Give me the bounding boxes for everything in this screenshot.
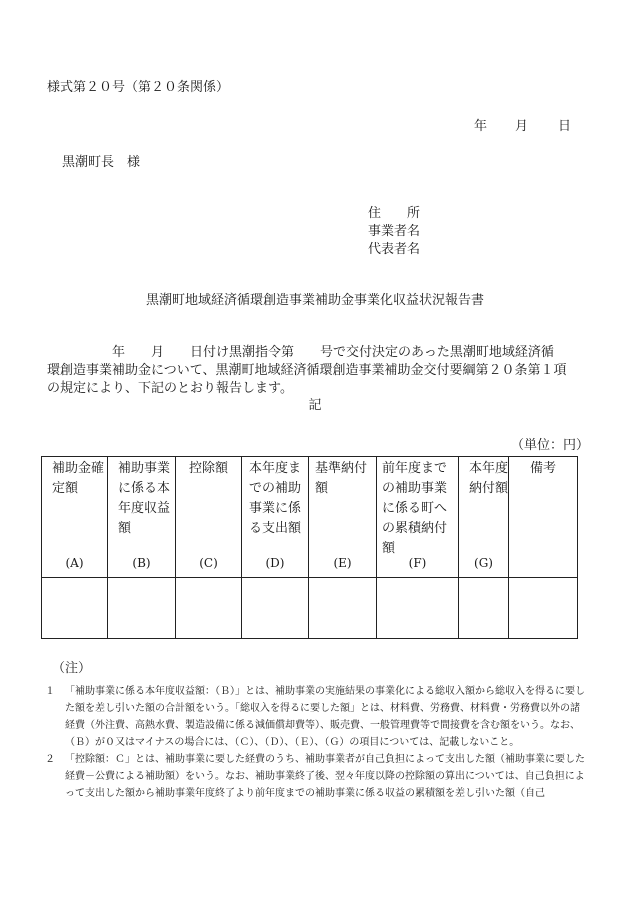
table-cell[interactable] <box>377 578 459 639</box>
body-line: 環創造事業補助金について、黒潮町地域経済循環創造事業補助金交付要綱第２０条第１項 <box>47 363 567 378</box>
note-text: 「補助事業に係る本年度収益額：（Ｂ）」とは、補助事業の実施結果の事業化による総収入額から総収入を得るに要した額を差し引いた額の合計額をいう。「総収入を得るに要した額」とは、材料費、労務費、材料費・労務費以外の諸経費（外注費、高熱水費、製造設備に係る減価償却費等）、販売費、一般管理費等で間接費を含む額をいう。なお、（Ｂ）が０又はマイナスの場合には、（Ｃ）、（Ｄ）、（Ｅ）、（Ｇ）の項目については、記載しないこと。 <box>65 686 585 748</box>
column-label: (C) <box>199 556 218 570</box>
report-table <box>41 456 578 639</box>
note-text: 「控除額：Ｃ」とは、補助事業に要した経費のうち、補助事業者が自己負担によって支出した額（補助事業に要した経費－公費による補助額）をいう。なお、補助事業終了後、翌々年度以降の控除額の算出については、自己負担によって支出した額から補助事業年度終了より前年度までの補助事業に係る収益の累積額を差し引いた額（自己 <box>65 754 585 799</box>
column-header-text: 本年度納付額 <box>469 461 509 496</box>
column-header-annual-payment <box>459 457 509 578</box>
sender-address-label: 住 所 <box>368 206 421 221</box>
table-cell[interactable] <box>42 578 108 639</box>
addressee: 黒潮町長 様 <box>62 155 141 170</box>
body-line: の規定により、下記のとおり報告します。 <box>47 381 293 396</box>
column-label: (F) <box>408 556 427 570</box>
column-label: (B) <box>132 556 151 570</box>
table-cell[interactable] <box>459 578 509 639</box>
column-header-text: 補助金確定額 <box>52 461 105 496</box>
table-cell[interactable] <box>309 578 377 639</box>
document-title: 黒潮町地域経済循環創造事業補助金事業化収益状況報告書 <box>145 293 484 308</box>
table-cell[interactable] <box>176 578 242 639</box>
column-header-text: 備考 <box>529 461 556 476</box>
note-number: １ <box>45 686 55 697</box>
notes-list <box>45 683 585 802</box>
column-header-text: 控除額 <box>188 461 228 476</box>
date-day: 日 <box>558 119 572 134</box>
table-cell[interactable] <box>242 578 309 639</box>
column-header-cumulative-payment <box>377 457 459 578</box>
column-header-text: 基準納付額 <box>315 461 368 496</box>
unit-label: （単位：円） <box>511 438 590 453</box>
note-item <box>45 751 585 802</box>
ki-heading: 記 <box>308 398 322 413</box>
note-number: ２ <box>45 754 55 765</box>
table-cell[interactable] <box>509 578 578 639</box>
column-label: (E) <box>333 556 352 570</box>
body-line: 年 月 日付け黒潮指令第 号で交付決定のあった黒潮町地域経済循 <box>47 345 554 360</box>
notes-title: （注） <box>52 661 92 676</box>
column-header-confirmed-amount <box>42 457 108 578</box>
column-header-expenditure <box>242 457 309 578</box>
column-header-text: 本年度までの補助事業に係る支出額 <box>249 461 302 536</box>
date-year: 年 <box>474 119 488 134</box>
column-label: (A) <box>65 556 84 570</box>
column-header-remarks <box>509 457 578 578</box>
report-date <box>474 119 571 135</box>
date-month: 月 <box>515 119 529 134</box>
column-header-base-payment <box>309 457 377 578</box>
column-label: (G) <box>474 556 493 570</box>
note-item <box>45 683 585 751</box>
sender-representative-label: 代表者名 <box>368 242 421 257</box>
column-header-text: 前年度までの補助事業に係る町への累積納付額 <box>382 461 448 556</box>
column-header-annual-profit <box>108 457 176 578</box>
body-paragraph <box>47 344 587 398</box>
table-header-row <box>42 457 578 578</box>
sender-block <box>368 206 420 260</box>
table-data-row <box>42 578 578 639</box>
column-header-text: 補助事業に係る本年度収益額 <box>118 461 171 536</box>
column-label: (D) <box>265 556 285 570</box>
column-header-deduction <box>176 457 242 578</box>
table-cell[interactable] <box>108 578 176 639</box>
sender-business-name-label: 事業者名 <box>368 224 421 239</box>
form-number: 様式第２０号（第２０条関係） <box>47 80 230 95</box>
